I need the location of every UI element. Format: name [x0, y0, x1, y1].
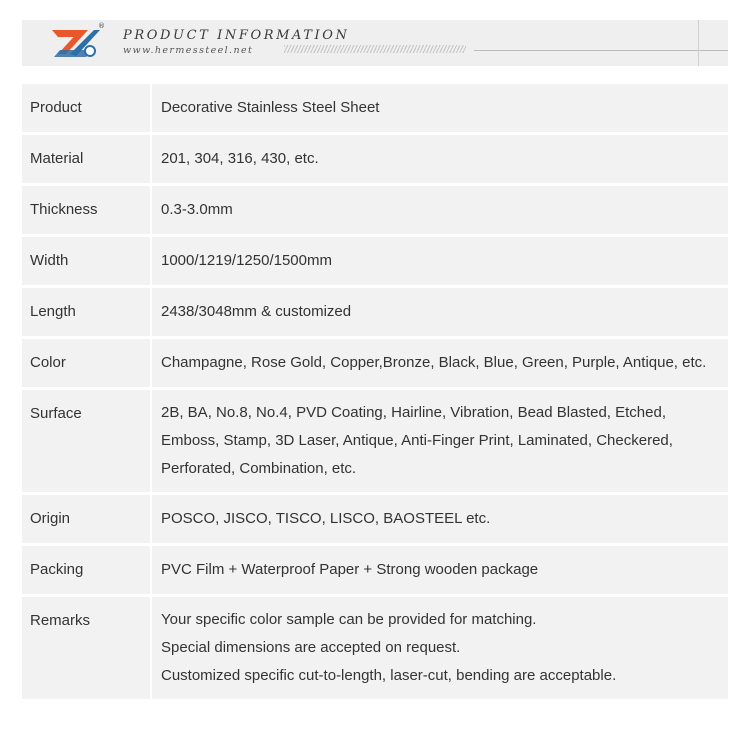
table-row — [22, 135, 728, 183]
table-row — [22, 546, 728, 594]
row-value — [152, 135, 728, 183]
table-row — [22, 186, 728, 234]
decorative-hatch — [284, 45, 466, 53]
decorative-divider — [698, 20, 699, 66]
banner-title: PRODUCT INFORMATION — [123, 28, 350, 43]
row-label: Material — [22, 135, 150, 183]
registered-mark: ® — [98, 22, 105, 30]
value-line: 0.3-3.0mm — [161, 201, 233, 218]
website-url: www.hermessteel.net — [123, 45, 254, 56]
value-line: Your specific color sample can be provided for matching. — [161, 611, 537, 628]
row-value — [152, 339, 728, 387]
row-label: Packing — [22, 546, 150, 594]
table-row — [22, 495, 728, 543]
table-row — [22, 288, 728, 336]
row-value — [152, 390, 728, 492]
value-line: PVC Film + Waterproof Paper + Strong wooden package — [161, 561, 539, 578]
row-value — [152, 597, 728, 699]
value-line: 201, 304, 316, 430, etc. — [161, 150, 319, 167]
value-line: Champagne, Rose Gold, Copper,Bronze, Black, Blue, Green, Purple, Antique, etc. — [161, 354, 707, 371]
value-line: Decorative Stainless Steel Sheet — [161, 99, 380, 116]
value-line: 1000/1219/1250/1500mm — [161, 252, 332, 269]
value-line: 2B, BA, No.8, No.4, PVD Coating, Hairline, Vibration, Bead Blasted, Etched, — [161, 404, 666, 421]
table-row — [22, 339, 728, 387]
row-label: Origin — [22, 495, 150, 543]
value-line: Emboss, Stamp, 3D Laser, Antique, Anti-Finger Print, Laminated, Checkered, — [161, 432, 673, 449]
value-line: Perforated, Combination, etc. — [161, 460, 357, 477]
row-label: Length — [22, 288, 150, 336]
row-value — [152, 186, 728, 234]
row-label: Product — [22, 84, 150, 132]
row-label: Remarks — [22, 597, 150, 699]
value-line: 2438/3048mm & customized — [161, 303, 352, 320]
hermes-steel-logo-icon — [46, 24, 102, 62]
row-value — [152, 495, 728, 543]
row-value — [152, 546, 728, 594]
product-info-banner — [22, 20, 728, 66]
value-line: POSCO, JISCO, TISCO, LISCO, BAOSTEEL etc. — [161, 510, 491, 527]
row-value — [152, 84, 728, 132]
table-row — [22, 597, 728, 699]
value-line: Customized specific cut-to-length, laser-cut, bending are acceptable. — [161, 667, 617, 684]
value-line: Special dimensions are accepted on request. — [161, 639, 461, 656]
row-value — [152, 288, 728, 336]
decorative-rule — [474, 50, 728, 51]
table-row — [22, 390, 728, 492]
row-value — [152, 237, 728, 285]
row-label: Thickness — [22, 186, 150, 234]
row-label: Color — [22, 339, 150, 387]
table-row — [22, 237, 728, 285]
table-row — [22, 84, 728, 132]
row-label: Surface — [22, 390, 150, 492]
spec-table — [22, 84, 728, 702]
row-label: Width — [22, 237, 150, 285]
